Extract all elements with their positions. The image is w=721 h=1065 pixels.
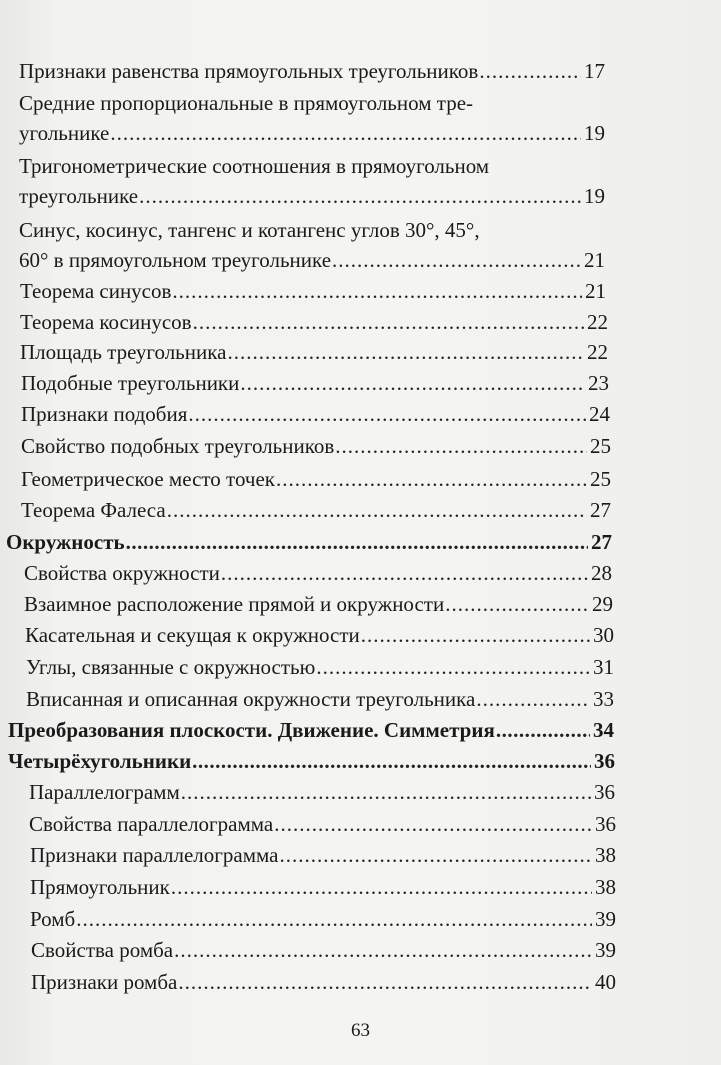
toc-leader-dots — [110, 118, 581, 148]
toc-entry-page: 40 — [595, 970, 616, 994]
toc-entry-title: угольнике — [19, 121, 110, 145]
toc-entry — [26, 684, 614, 714]
toc-entry — [21, 368, 609, 398]
toc-leader-dots — [274, 809, 592, 839]
toc-leader-dots — [496, 715, 590, 745]
toc-leader-dots — [221, 558, 588, 588]
toc-entry — [21, 431, 611, 461]
toc-entry-page: 25 — [590, 434, 611, 458]
toc-entry — [24, 589, 613, 619]
toc-entry — [20, 337, 608, 367]
toc-entry — [19, 56, 605, 86]
toc-leader-dots — [174, 935, 592, 965]
toc-entry-title: Прямоугольник — [30, 875, 170, 899]
toc-entry-title: Признаки параллелограмма — [30, 843, 279, 867]
toc-entry — [24, 558, 612, 588]
toc-leader-dots — [332, 245, 581, 275]
toc-entry-page: 17 — [584, 59, 605, 83]
toc-entry — [21, 464, 611, 494]
toc-entry-title-line1: Синус, косинус, тангенс и котангенс углов 30°, 45°, — [19, 218, 480, 242]
toc-leader-dots — [479, 56, 581, 86]
toc-entry — [25, 620, 614, 650]
toc-entry — [29, 809, 616, 839]
toc-leader-dots — [126, 527, 588, 557]
toc-leader-dots — [445, 589, 589, 619]
toc-entry-page: 21 — [585, 279, 606, 303]
toc-entry-page: 38 — [595, 843, 616, 867]
toc-entry-title: Углы, связанные с окружностью — [26, 655, 316, 679]
toc-entry-page: 39 — [595, 907, 616, 931]
toc-entry-page: 30 — [593, 623, 614, 647]
toc-leader-dots — [335, 431, 587, 461]
toc-section-page: 36 — [594, 749, 615, 773]
toc-entry-page: 25 — [590, 467, 611, 491]
toc-entry — [26, 652, 614, 682]
toc-entry-page: 22 — [587, 340, 608, 364]
toc-entry-title: Свойства ромба — [31, 938, 174, 962]
toc-entry — [31, 935, 616, 965]
toc-leader-dots — [178, 967, 592, 997]
toc-leader-dots — [316, 652, 590, 682]
toc-entry-title: Теорема косинусов — [20, 310, 192, 334]
toc-leader-dots — [279, 840, 592, 870]
toc-entry-title: Теорема синусов — [20, 279, 172, 303]
toc-entry-page: 21 — [584, 248, 605, 272]
toc-section — [8, 715, 614, 745]
toc-entry — [29, 777, 615, 807]
toc-entry — [21, 399, 610, 429]
toc-leader-dots — [227, 337, 584, 367]
toc-entry — [19, 245, 605, 275]
toc-entry-page: 38 — [595, 875, 616, 899]
toc-entry-title: Свойства окружности — [24, 561, 220, 585]
toc-entry-page: 23 — [588, 371, 609, 395]
toc-entry-title: Ромб — [30, 907, 76, 931]
toc-entry-title: Свойства параллелограмма — [29, 812, 274, 836]
toc-entry — [20, 307, 608, 337]
toc-entry-page: 19 — [584, 184, 605, 208]
toc-leader-dots — [276, 464, 587, 494]
toc-entry-page: 36 — [595, 812, 616, 836]
toc-entry-page: 33 — [593, 687, 614, 711]
toc-entry-page: 36 — [594, 780, 615, 804]
toc-entry — [19, 118, 605, 148]
toc-section — [8, 746, 615, 776]
toc-section-page: 27 — [591, 530, 612, 554]
toc-section-title: Окружность — [6, 530, 125, 554]
toc-entry — [30, 904, 616, 934]
toc-entry — [19, 181, 605, 211]
toc-entry-title: Взаимное расположение прямой и окружности — [24, 592, 445, 616]
toc-entry-page: 28 — [591, 561, 612, 585]
toc-entry-title: Свойство подобных треугольников — [21, 434, 335, 458]
toc-leader-dots — [181, 777, 591, 807]
toc-entry-title: Подобные треугольники — [21, 371, 240, 395]
toc-leader-dots — [167, 495, 587, 525]
toc-entry-page: 22 — [587, 310, 608, 334]
toc-leader-dots — [193, 307, 584, 337]
toc-leader-dots — [76, 904, 592, 934]
toc-section-title: Четырёхугольники — [8, 749, 192, 773]
toc-leader-dots — [240, 368, 585, 398]
toc-entry-title: Признаки ромба — [31, 970, 178, 994]
toc-leader-dots — [361, 620, 590, 650]
toc-entry-page: 29 — [592, 592, 613, 616]
toc-leader-dots — [192, 746, 591, 776]
toc-entry-page: 24 — [589, 402, 610, 426]
toc-leader-dots — [172, 276, 582, 306]
toc-entry-title-line1: Средние пропорциональные в прямоугольном тре- — [19, 91, 474, 115]
toc-entry-title: треугольнике — [19, 184, 139, 208]
toc-entry-title: Признаки подобия — [21, 402, 188, 426]
toc-entry-title: Теорема Фалеса — [21, 498, 166, 522]
toc-entry — [21, 495, 611, 525]
toc-leader-dots — [171, 872, 592, 902]
toc-entry-page: 39 — [595, 938, 616, 962]
toc-entry-title: Касательная и секущая к окружности — [25, 623, 360, 647]
toc-entry-title: 60° в прямоугольном треугольнике — [19, 248, 332, 272]
toc-section-title: Преобразования плоскости. Движение. Симметрия — [8, 718, 495, 742]
toc-entry-title: Площадь треугольника — [20, 340, 227, 364]
page-number: 63 — [351, 1020, 370, 1041]
toc-leader-dots — [476, 684, 590, 714]
toc-entry-page: 27 — [590, 498, 611, 522]
toc-leader-dots — [188, 399, 586, 429]
toc-entry-title: Геометрическое место точек — [21, 467, 275, 491]
toc-leader-dots — [139, 181, 581, 211]
toc-entry-title: Вписанная и описанная окружности треугольника — [26, 687, 476, 711]
toc-entry — [30, 840, 616, 870]
toc-entry — [31, 967, 616, 997]
toc-section-page: 34 — [593, 718, 614, 742]
toc-entry-page: 19 — [584, 121, 605, 145]
toc-section — [6, 527, 612, 557]
toc-entry — [20, 276, 606, 306]
toc-entry-title: Признаки равенства прямоугольных треугольников — [19, 59, 479, 83]
toc-entry — [30, 872, 616, 902]
toc-entry-title: Параллелограмм — [29, 780, 180, 804]
toc-entry-page: 31 — [593, 655, 614, 679]
toc-entry-title-line1: Тригонометрические соотношения в прямоугольном — [19, 154, 490, 178]
